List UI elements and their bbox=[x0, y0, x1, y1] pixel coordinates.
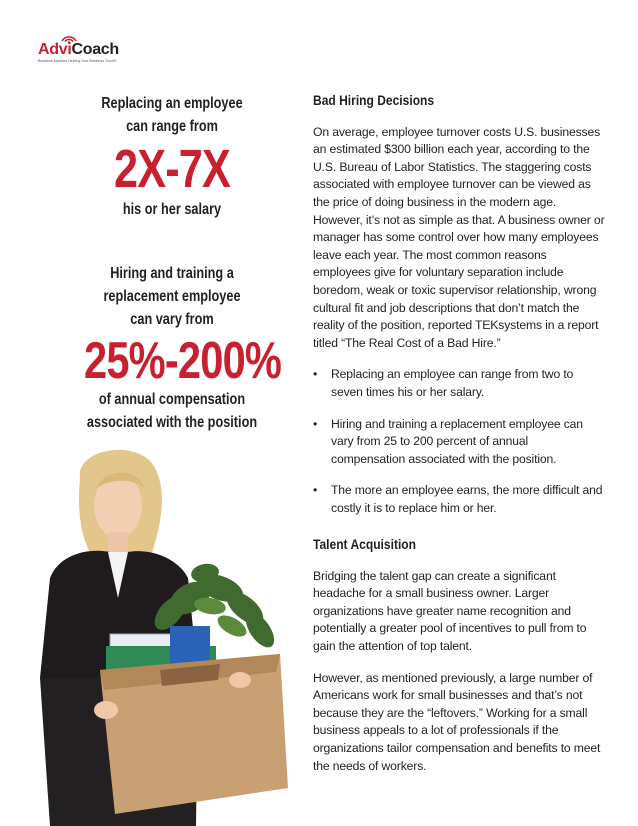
bullet-text: Replacing an employee can range from two to seven times his or her salary. bbox=[331, 367, 574, 399]
list-item bbox=[313, 366, 605, 401]
section1-bullet-list bbox=[313, 366, 605, 517]
bullet-point-icon: • bbox=[313, 367, 318, 382]
bullet-point-icon: • bbox=[313, 416, 318, 431]
stat2-line4: of annual compensation bbox=[98, 391, 246, 408]
list-item bbox=[313, 482, 605, 517]
stat1-line2: can range from bbox=[126, 118, 218, 135]
logo-wordmark bbox=[38, 41, 119, 59]
stat-callout-hiring-cost bbox=[62, 262, 282, 434]
section2-paragraph2: However, as mentioned previously, a large number of Americans work for small businesses and that’s not because they are the “leftovers.” Working for a small business appeals to a lot of professionals if the organizations tailor compensation and benefits to meet the needs of workers. bbox=[313, 670, 601, 773]
stat2-line1: Hiring and training a bbox=[110, 265, 234, 282]
section1-paragraph: On average, employee turnover costs U.S. businesses an estimated $300 billion each year, according to the U.S. Bureau of Labor Statistics. The staggering costs associated with employee turnover can be viewed as the price of doing business in the modern age. However, it’s not as simple as that. A business owner or manager has some control over how many employees leave each year. The most common reasons employees give for voluntary separation include boredom, weak or toxic supervisor relationship, wrong cultural fit and job descriptions that don’t match the reality of the position, reported TEKsystems in a report titled “The Real Cost of a Bad Hire.” bbox=[313, 124, 605, 350]
stat1-line3: his or her salary bbox=[122, 201, 222, 218]
logo-tagline: Business Advisors Helping Your Business Grow® bbox=[38, 59, 117, 63]
list-item bbox=[313, 416, 605, 469]
section-talent-acquisition bbox=[313, 536, 605, 789]
bullet-text: The more an employee earns, the more difficult and costly it is to replace him or her. bbox=[331, 483, 603, 515]
section1-heading: Bad Hiring Decisions bbox=[313, 92, 435, 108]
businesswoman-with-box-photo bbox=[20, 448, 310, 826]
stat-callout-replacement-range bbox=[62, 92, 282, 221]
section2-paragraph1: Bridging the talent gap can create a significant headache for a small business owner. Larger organizations have greater name recognition and potentially a greater pool of incentives to pull from to gain the attention of top talent. bbox=[313, 568, 587, 653]
bullet-point-icon: • bbox=[313, 483, 318, 498]
stat1-line1: Replacing an employee bbox=[101, 95, 243, 112]
bullet-text: Hiring and training a replacement employee can vary from 25 to 200 percent of annual compensation associated with the position. bbox=[331, 416, 583, 466]
stat2-line2: replacement employee bbox=[103, 288, 241, 305]
logo-brand-advi: Advi bbox=[38, 41, 72, 58]
section2-heading: Talent Acquisition bbox=[313, 536, 417, 552]
stat2-line5: associated with the position bbox=[86, 414, 258, 431]
logo-brand-coach: Coach bbox=[71, 41, 119, 58]
stat2-big-value: 25%-200% bbox=[84, 332, 282, 390]
stat2-line3: can vary from bbox=[130, 311, 214, 328]
section-bad-hiring-decisions bbox=[313, 92, 605, 531]
advicoach-logo bbox=[38, 34, 148, 68]
stat1-big-value: 2X-7X bbox=[113, 139, 231, 199]
